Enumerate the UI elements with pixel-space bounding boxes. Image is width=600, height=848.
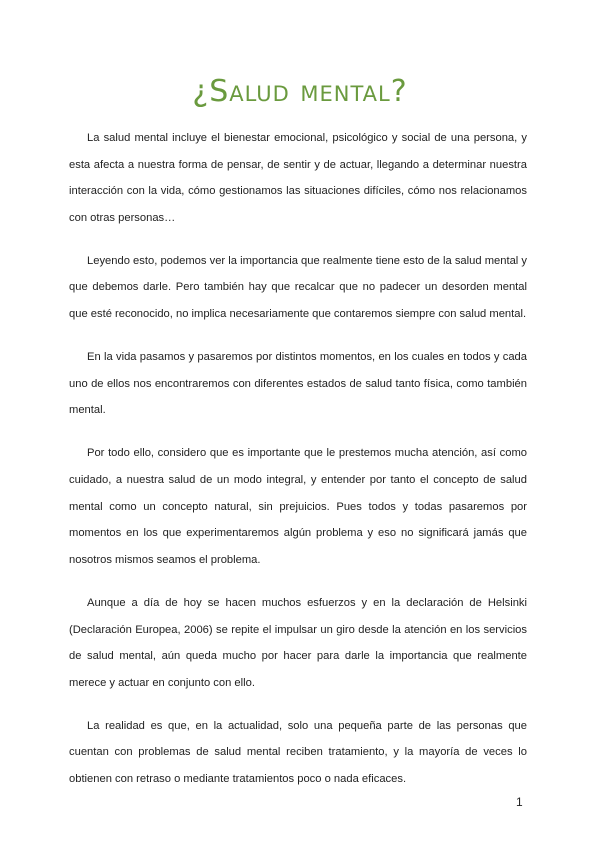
paragraph-1: La salud mental incluye el bienestar emocional, psicológico y social de una persona, y esta afecta a nuestra forma de pensar, de sentir y de actuar, llegando a determinar nuestra interacción con la vida, cómo gestionamos las situaciones difíciles, cómo nos relacionamos con otras personas…	[69, 132, 527, 224]
paragraph-4: Por todo ello, considero que es importante que le prestemos mucha atención, así como cuidado, a nuestra salud de un modo integral, y entender por tanto el concepto de salud mental como un concepto natural, sin prejuicios. Pues todos y todas pasaremos por momentos en los que experimentaremos algún problema y eso no significará jamás que nosotros mismos seamos el problema.	[69, 447, 527, 566]
paragraph-5: Aunque a día de hoy se hacen muchos esfuerzos y en la declaración de Helsinki (Declaración Europea, 2006) se repite el impulsar un giro desde la atención en los servicios de salud mental, aún queda mucho por hacer para darle la importancia que realmente merece y actuar en conjunto con ello.	[69, 596, 527, 689]
paragraph-6: La realidad es que, en la actualidad, solo una pequeña parte de las personas que cuentan con problemas de salud mental reciben tratamiento, y la mayoría de veces lo obtienen con retraso o mediante tratamientos poco o nada eficaces.	[69, 719, 527, 785]
paragraph-2: Leyendo esto, podemos ver la importancia que realmente tiene esto de la salud mental y que debemos darle. Pero también hay que recalcar que no padecer un desorden mental que esté reconocido, no implica necesariamente que contaremos siempre con salud mental.	[69, 254, 527, 321]
paragraph-3: En la vida pasamos y pasaremos por distintos momentos, en los cuales en todos y cada uno de ellos nos encontraremos con diferentes estados de salud tanto física, como también mental.	[69, 351, 527, 417]
body-text	[69, 125, 527, 809]
page-title: ¿Salud mental?	[192, 74, 408, 109]
page-number: 1	[516, 795, 523, 809]
